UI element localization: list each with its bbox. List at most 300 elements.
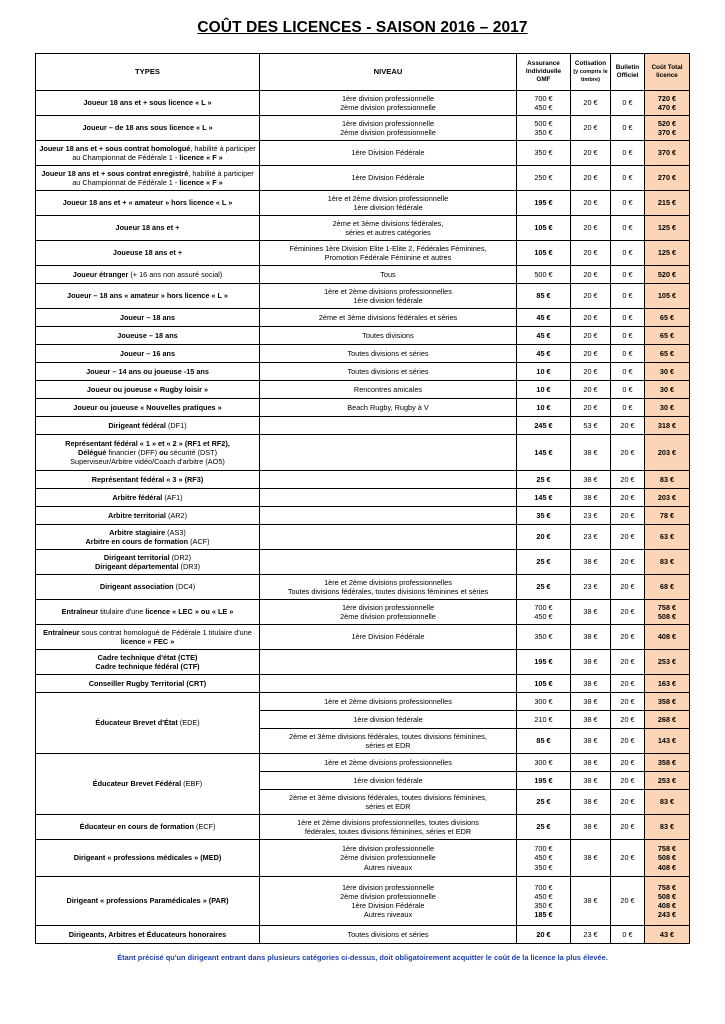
type-text: (DF1)	[165, 420, 187, 430]
type-text: (AF1)	[162, 492, 183, 502]
footnote: Étant précisé qu'un dirigeant entrant dans plusieurs catégories ci-dessus, doit obligatoirement acquitter le coût de la licence la plus élevée.	[117, 953, 608, 962]
cell-total-line: 143 €	[657, 736, 677, 746]
table-row	[36, 91, 690, 116]
cell-cotisation: 23 €	[571, 575, 611, 600]
cell-niveau-line: 2ème division professionnelle	[340, 612, 436, 621]
cell-niveau	[260, 926, 517, 944]
cell-bulletin: 0 €	[611, 309, 645, 327]
header-bulletin: Bulletin Officiel	[611, 54, 645, 91]
cell-type	[36, 91, 260, 116]
type-text: ou	[159, 447, 168, 457]
type-text: Représentant fédéral « 1 » et « 2 » (RF1 et RF2),	[65, 438, 230, 448]
cell-niveau-line: 1ère division professionnelle	[341, 93, 435, 103]
cell-assurance	[517, 116, 571, 141]
cell-bulletin: 20 €	[611, 507, 645, 525]
cell-total	[645, 600, 690, 625]
table-row	[36, 141, 690, 166]
cell-assurance	[517, 650, 571, 675]
type-text: sous contrat homologué de Fédérale 1 titulaire d'une	[79, 627, 252, 637]
cell-niveau-line: Promotion Fédérale Féminine et autres	[324, 253, 452, 262]
cell-niveau	[260, 91, 517, 116]
cell-cotisation: 53 €	[571, 417, 611, 435]
cell-assurance-line: 210 €	[534, 714, 553, 724]
cell-assurance-line: 700 €	[534, 93, 553, 103]
cell-niveau	[260, 815, 517, 840]
cell-niveau-line: 1ère Division Fédérale	[351, 901, 425, 910]
cell-assurance-line: 350 €	[534, 128, 553, 137]
cell-niveau-line: 2ème division professionnelle	[340, 891, 436, 901]
cell-bulletin: 20 €	[611, 772, 645, 790]
cell-bulletin: 0 €	[611, 266, 645, 284]
cell-assurance-line: 500 €	[534, 118, 553, 128]
type-text: Représentant fédéral « 3 » (RF3)	[91, 474, 204, 484]
cell-total-line: 78 €	[659, 510, 675, 520]
cell-total-line: 30 €	[659, 384, 675, 394]
cell-cotisation: 23 €	[571, 525, 611, 550]
cell-total-line: 203 €	[657, 492, 677, 502]
type-text: Dirigeant territorial	[103, 552, 170, 562]
type-text: Éducateur Brevet Fédéral	[92, 779, 182, 789]
cell-cotisation: 38 €	[571, 550, 611, 575]
cell-bulletin: 20 €	[611, 600, 645, 625]
table-row	[36, 575, 690, 600]
cell-niveau	[260, 754, 517, 772]
cell-niveau-line: 1ère et 2ème division professionnelle	[327, 193, 449, 203]
cell-assurance	[517, 309, 571, 327]
cell-type	[36, 754, 260, 815]
cell-assurance	[517, 926, 571, 944]
cell-type	[36, 471, 260, 489]
cell-niveau	[260, 550, 517, 575]
cell-niveau-line: 2ème division professionnelle	[340, 103, 436, 112]
cell-type	[36, 216, 260, 241]
cell-cotisation: 38 €	[571, 729, 611, 754]
cell-cotisation: 20 €	[571, 399, 611, 417]
type-text: (ACF)	[188, 537, 210, 546]
cell-assurance	[517, 216, 571, 241]
cell-niveau-line: 1ère Division Fédérale	[351, 148, 425, 158]
type-text: (DR2)	[169, 552, 192, 562]
table-row	[36, 216, 690, 241]
cell-total-line: 243 €	[657, 910, 677, 920]
table-row	[36, 507, 690, 525]
table-row	[36, 381, 690, 399]
cell-total-line: 65 €	[659, 312, 675, 322]
cell-cotisation: 38 €	[571, 877, 611, 926]
type-text: Dirigeants, Arbitres et Éducateurs honoraires	[68, 929, 227, 939]
cell-total	[645, 729, 690, 754]
cell-assurance-line: 85 €	[536, 736, 551, 746]
cell-assurance	[517, 711, 571, 729]
cell-bulletin: 0 €	[611, 166, 645, 191]
type-text: Cadre technique d'état (CTE)	[97, 652, 198, 662]
cell-niveau-line: 1ère et 2ème divisions professionnelles	[324, 757, 452, 767]
cell-total-line: 270 €	[657, 173, 677, 183]
cell-cotisation: 38 €	[571, 471, 611, 489]
cell-assurance-line: 105 €	[534, 248, 553, 258]
cell-total	[645, 399, 690, 417]
cell-cotisation: 38 €	[571, 772, 611, 790]
cell-assurance-line: 195 €	[534, 775, 553, 785]
cell-niveau-line: 2ème et 3ème divisions fédérales, toutes divisions féminines,	[289, 731, 487, 741]
cell-type	[36, 166, 260, 191]
table-row	[36, 675, 690, 693]
table-body	[36, 91, 690, 944]
cell-assurance-line: 450 €	[534, 853, 553, 863]
table-row	[36, 417, 690, 435]
cell-bulletin: 0 €	[611, 141, 645, 166]
cell-niveau	[260, 141, 517, 166]
cell-assurance	[517, 471, 571, 489]
cell-bulletin: 0 €	[611, 241, 645, 266]
cell-niveau	[260, 116, 517, 141]
table-row	[36, 489, 690, 507]
cell-total-line: 253 €	[657, 657, 677, 667]
cell-total-line: 83 €	[659, 822, 675, 832]
cell-niveau	[260, 877, 517, 926]
cell-total-line: 163 €	[657, 678, 677, 688]
cell-niveau-line: fédérales, toutes divisions féminines, séries et EDR	[304, 827, 472, 836]
cell-assurance-line: 300 €	[534, 696, 553, 706]
cell-cotisation: 20 €	[571, 309, 611, 327]
header-cotisation	[571, 54, 611, 91]
cell-type	[36, 840, 260, 877]
cell-total-line: 370 €	[657, 148, 677, 158]
cell-niveau	[260, 507, 517, 525]
cell-bulletin: 0 €	[611, 381, 645, 399]
cell-total	[645, 711, 690, 729]
table-row	[36, 266, 690, 284]
cell-total-line: 408 €	[657, 862, 677, 872]
cell-total	[645, 241, 690, 266]
cell-total-line: 508 €	[657, 891, 677, 901]
table-row	[36, 435, 690, 471]
cell-assurance-line: 195 €	[534, 198, 553, 208]
cell-niveau-line: Toutes divisions et séries	[347, 348, 429, 358]
type-text: , habilité à participer au Championnat de Fédérale 1 -	[72, 168, 254, 187]
cell-cotisation: 20 €	[571, 216, 611, 241]
table-row	[36, 600, 690, 625]
cell-type	[36, 309, 260, 327]
cell-cotisation: 20 €	[571, 345, 611, 363]
cell-total-line: 30 €	[659, 402, 675, 412]
table-row	[36, 471, 690, 489]
cell-niveau	[260, 284, 517, 309]
type-text: Dirigeant départemental	[94, 562, 179, 571]
cell-total-line: 408 €	[657, 901, 677, 910]
cell-total-line: 203 €	[657, 447, 677, 457]
cell-niveau-line: 1ère division professionnelle	[341, 882, 435, 892]
cell-type	[36, 675, 260, 693]
cell-niveau-line: séries et autres catégories	[345, 228, 431, 237]
cell-cotisation: 23 €	[571, 507, 611, 525]
cell-total-line: 215 €	[657, 198, 677, 208]
cell-niveau-line: 1ère et 2ème divisions professionnelles	[324, 286, 452, 296]
cell-assurance-line: 300 €	[534, 757, 553, 767]
table-row	[36, 327, 690, 345]
cell-cotisation: 20 €	[571, 363, 611, 381]
table-row	[36, 625, 690, 650]
cell-bulletin: 20 €	[611, 840, 645, 877]
cell-niveau	[260, 327, 517, 345]
cell-cotisation: 38 €	[571, 435, 611, 471]
cell-niveau	[260, 399, 517, 417]
cell-bulletin: 20 €	[611, 435, 645, 471]
type-text: Dirigeant fédéral	[108, 420, 166, 430]
cell-total-line: 83 €	[659, 557, 675, 567]
cell-type	[36, 435, 260, 471]
cell-type	[36, 399, 260, 417]
cell-type	[36, 550, 260, 575]
cell-assurance-line: 500 €	[534, 269, 553, 279]
cell-total	[645, 507, 690, 525]
table-row	[36, 754, 690, 772]
cell-bulletin: 20 €	[611, 711, 645, 729]
cell-total-line: 758 €	[657, 844, 677, 854]
type-text: Entraîneur	[61, 607, 99, 617]
cell-assurance	[517, 693, 571, 711]
cell-assurance-line: 700 €	[534, 882, 553, 892]
cell-niveau-line: 2ème division professionnelle	[340, 853, 436, 863]
cell-niveau-line: 2ème et 3ème divisions fédérales,	[332, 218, 444, 228]
cell-niveau	[260, 363, 517, 381]
cell-bulletin: 0 €	[611, 284, 645, 309]
cell-cotisation: 20 €	[571, 91, 611, 116]
cell-bulletin: 0 €	[611, 327, 645, 345]
type-text: (ECF)	[193, 822, 216, 832]
header-total: Coût Total licence	[645, 54, 690, 91]
cell-assurance-line: 700 €	[534, 844, 553, 854]
table-row	[36, 840, 690, 877]
cell-type	[36, 926, 260, 944]
cell-total	[645, 772, 690, 790]
cell-cotisation: 20 €	[571, 241, 611, 266]
cell-assurance-line: 145 €	[534, 492, 553, 502]
cell-total-line: 68 €	[659, 582, 675, 592]
cell-total-line: 508 €	[657, 612, 677, 621]
type-text: Éducateur en cours de formation	[79, 822, 194, 832]
type-text: Joueur 18 ans et + « amateur » hors licence « L »	[62, 198, 233, 208]
cell-cotisation: 20 €	[571, 381, 611, 399]
cell-niveau	[260, 729, 517, 754]
cell-niveau-line: Toutes divisions	[362, 330, 414, 340]
cell-total-line: 370 €	[657, 128, 677, 137]
cell-assurance-line: 185 €	[534, 910, 553, 920]
cell-total-line: 105 €	[657, 291, 677, 301]
cell-total-line: 83 €	[659, 797, 675, 807]
header-assurance: Assurance Individuelle GMF	[517, 54, 571, 91]
type-text: Éducateur Brevet d'État	[95, 718, 178, 728]
cell-total-line: 43 €	[659, 929, 675, 939]
cell-total	[645, 815, 690, 840]
cell-type	[36, 815, 260, 840]
cell-total-line: 470 €	[657, 103, 677, 112]
cell-niveau	[260, 772, 517, 790]
cell-total-line: 508 €	[657, 853, 677, 863]
table-row	[36, 693, 690, 711]
cell-type	[36, 507, 260, 525]
cell-niveau-line: 1ère Division Fédérale	[351, 632, 425, 642]
cell-total-line: 520 €	[657, 118, 677, 128]
cell-type	[36, 141, 260, 166]
cell-assurance-line: 25 €	[536, 822, 551, 832]
cell-niveau-line: 1ère division fédérale	[353, 775, 423, 785]
cell-bulletin: 20 €	[611, 675, 645, 693]
type-text: financier (DFF)	[106, 447, 160, 457]
cell-cotisation: 38 €	[571, 625, 611, 650]
cell-assurance-line: 195 €	[534, 657, 553, 667]
cell-bulletin: 20 €	[611, 471, 645, 489]
cell-niveau-line: 2ème et 3ème divisions fédérales et séries	[318, 312, 458, 322]
cell-total	[645, 877, 690, 926]
cell-total-line: 253 €	[657, 775, 677, 785]
cell-niveau	[260, 840, 517, 877]
type-text: Joueur ou joueuse « Rugby loisir »	[86, 384, 209, 394]
type-text: Joueur 18 ans et + sous contrat enregistré	[41, 168, 189, 178]
cell-niveau	[260, 525, 517, 550]
type-text: sécurité (DST)	[167, 447, 218, 457]
cell-niveau	[260, 711, 517, 729]
cell-cotisation: 38 €	[571, 711, 611, 729]
cell-total	[645, 91, 690, 116]
cell-cotisation: 20 €	[571, 141, 611, 166]
header-cotisation-sub: (y compris le timbre)	[573, 69, 608, 83]
cell-cotisation: 38 €	[571, 790, 611, 815]
cell-assurance	[517, 266, 571, 284]
cell-niveau-line: 1ère division professionnelle	[341, 844, 435, 854]
cell-niveau-line: 1ère division fédérale	[353, 203, 423, 212]
cell-type	[36, 363, 260, 381]
cell-niveau	[260, 600, 517, 625]
cell-niveau-line: 2ème division professionnelle	[340, 128, 436, 137]
type-text: (+ 16 ans non assuré social)	[128, 269, 223, 279]
type-text: licence « F »	[179, 178, 223, 187]
cell-assurance	[517, 91, 571, 116]
cell-type	[36, 525, 260, 550]
cell-niveau	[260, 216, 517, 241]
cell-total-line: 758 €	[657, 882, 677, 892]
cell-total-line: 63 €	[659, 532, 675, 542]
header-types: TYPES	[36, 54, 260, 91]
cell-niveau-line: 1ère Division Fédérale	[351, 173, 425, 183]
cell-total	[645, 141, 690, 166]
cell-bulletin: 0 €	[611, 116, 645, 141]
cell-bulletin: 20 €	[611, 790, 645, 815]
cell-niveau-line: 1ère et 2ème divisions professionnelles	[324, 577, 452, 587]
cell-bulletin: 0 €	[611, 191, 645, 216]
cell-assurance	[517, 141, 571, 166]
table-row	[36, 815, 690, 840]
type-text: licence « FEC »	[120, 637, 175, 646]
cell-assurance-line: 85 €	[536, 291, 551, 301]
type-text: (AS3)	[165, 527, 186, 537]
cell-total	[645, 327, 690, 345]
table-header-row	[36, 54, 690, 91]
cell-bulletin: 0 €	[611, 926, 645, 944]
cell-assurance-line: 105 €	[534, 678, 553, 688]
cell-type	[36, 417, 260, 435]
cell-assurance-line: 25 €	[536, 797, 551, 807]
cell-niveau-line: séries et EDR	[365, 741, 411, 750]
cell-niveau	[260, 575, 517, 600]
table-row	[36, 241, 690, 266]
type-text: Délégué	[77, 447, 107, 457]
cell-total	[645, 840, 690, 877]
cell-niveau	[260, 693, 517, 711]
cell-type	[36, 266, 260, 284]
cell-niveau-line: Autres niveaux	[363, 862, 413, 872]
type-text: Joueuse 18 ans et +	[112, 248, 183, 258]
cell-bulletin: 0 €	[611, 216, 645, 241]
cell-total	[645, 575, 690, 600]
cell-niveau	[260, 309, 517, 327]
type-text: (AR2)	[165, 510, 188, 520]
cell-assurance-line: 350 €	[534, 901, 553, 910]
type-text: Joueur – 14 ans ou joueuse -15 ans	[86, 366, 209, 376]
cell-bulletin: 20 €	[611, 754, 645, 772]
cell-niveau-line: Féminines 1ère Division Elite 1-Elite 2, Fédérales Féminines,	[289, 243, 487, 253]
cell-assurance	[517, 489, 571, 507]
cell-niveau	[260, 191, 517, 216]
type-text: (DR3)	[178, 562, 201, 571]
type-text: Joueur – de 18 ans sous licence « L »	[82, 123, 213, 133]
cell-niveau	[260, 435, 517, 471]
cell-niveau-line: 1ère division fédérale	[353, 296, 423, 305]
type-text: Arbitre stagiaire	[109, 527, 166, 537]
table-row	[36, 926, 690, 944]
cell-niveau	[260, 166, 517, 191]
cell-total	[645, 363, 690, 381]
type-text: Dirigeant « professions Paramédicales » (PAR)	[66, 896, 229, 906]
cell-assurance	[517, 191, 571, 216]
table-row	[36, 525, 690, 550]
cell-type	[36, 625, 260, 650]
cell-assurance	[517, 345, 571, 363]
cell-total-line: 358 €	[657, 696, 677, 706]
cell-assurance	[517, 435, 571, 471]
cell-total	[645, 191, 690, 216]
cell-assurance-line: 350 €	[534, 632, 553, 642]
cell-total-line: 30 €	[659, 366, 675, 376]
cell-assurance	[517, 877, 571, 926]
cell-niveau-line: 2ème et 3ème divisions fédérales, toutes divisions féminines,	[289, 792, 487, 802]
table-row	[36, 284, 690, 309]
cell-type	[36, 489, 260, 507]
cell-assurance	[517, 525, 571, 550]
type-text: Joueur 18 ans et + sous licence « L »	[83, 98, 212, 108]
cell-assurance-line: 350 €	[534, 148, 553, 158]
cell-assurance	[517, 729, 571, 754]
cell-cotisation: 23 €	[571, 926, 611, 944]
cell-assurance-line: 250 €	[534, 173, 553, 183]
cell-bulletin: 20 €	[611, 417, 645, 435]
cell-type	[36, 693, 260, 754]
cell-cotisation: 38 €	[571, 815, 611, 840]
type-text: (EBF)	[181, 779, 203, 789]
type-text: Cadre technique fédéral (CTF)	[95, 662, 200, 671]
cell-assurance	[517, 754, 571, 772]
cell-type	[36, 381, 260, 399]
cell-niveau-line: Tous	[380, 269, 396, 279]
cell-assurance-line: 245 €	[534, 420, 553, 430]
type-text: (DC4)	[173, 582, 196, 592]
cell-niveau	[260, 381, 517, 399]
licence-cost-table	[35, 53, 690, 944]
cell-niveau	[260, 790, 517, 815]
cell-assurance-line: 25 €	[536, 582, 551, 592]
cell-assurance	[517, 417, 571, 435]
cell-assurance-line: 145 €	[534, 447, 553, 457]
